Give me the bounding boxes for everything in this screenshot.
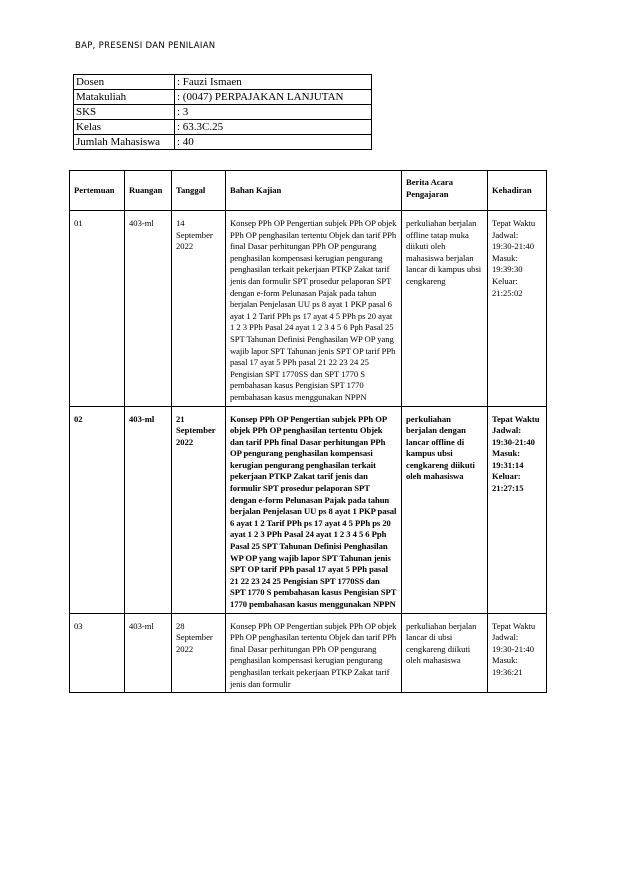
cell-ruangan: 403-ml [125, 406, 172, 613]
info-value: : 3 [175, 105, 372, 120]
table-row [70, 406, 547, 613]
cell-pertemuan: 01 [70, 211, 125, 407]
cell-pertemuan: 03 [70, 613, 125, 693]
info-value: : 40 [175, 135, 372, 150]
cell-bahan-kajian: Konsep PPh OP Pengertian subjek PPh OP objek PPh OP penghasilan tertentu Objek dan tarif PPh final Dasar perhitungan PPh OP pengurang penghasilan kompensasi kerugian pengurang penghasilan terkait pekerjaan PTKP Zakat tarif jenis dan formulir [226, 613, 402, 693]
page-title: BAP, PRESENSI DAN PENILAIAN [75, 41, 216, 51]
meeting-table [69, 170, 547, 693]
course-info-table [73, 74, 372, 150]
info-label: SKS [74, 105, 175, 120]
header-berita-acara: Berita Acara Pengajaran [402, 171, 488, 211]
cell-tanggal: 14 September 2022 [172, 211, 226, 407]
cell-kehadiran: Tepat Waktu Jadwal: 19:30-21:40 Masuk: 19:36:21 [488, 613, 547, 693]
cell-tanggal: 21 September 2022 [172, 406, 226, 613]
info-label: Kelas [74, 120, 175, 135]
cell-bahan-kajian: Konsep PPh OP Pengertian subjek PPh OP objek PPh OP penghasilan tertentu Objek dan tarif PPh final Dasar perhitungan PPh OP pengurang penghasilan kompensasi kerugian pengurang penghasilan terkait pekerjaan PTKP Zakat tarif jenis dan formulir SPT prosedur pelaporan SPT dengan e-form Pelunasan Pajak pada tahun berjalan Penjelasan UU ps 8 ayat 1 PKP pasal 6 ayat 1 2 Tarif PPh ps 17 ayat 4 5 PPh ps 20 ayat 1 2 3 PPh Pasal 24 ayat 1 2 3 4 5 6 Pph Pasal 25 SPT Tahunan Definisi Penghasilan WP OP yang wajib lapor SPT Tahunan jenis SPT OP tarif PPh pasal 17 ayat 5 PPh pasal 21 22 23 24 25 Pengisian SPT 1770SS dan SPT 1770 S pembahasan kasus Pengisian SPT 1770 pembahasan kasus menggunakan NPPN [226, 211, 402, 407]
header-bahan-kajian: Bahan Kajian [226, 171, 402, 211]
header-tanggal: Tanggal [172, 171, 226, 211]
info-row-sks [74, 105, 372, 120]
info-row-jumlah-mahasiswa [74, 135, 372, 150]
cell-tanggal: 28 September 2022 [172, 613, 226, 693]
cell-kehadiran: Tepat Waktu Jadwal: 19:30-21:40 Masuk: 19:39:30 Keluar: 21:25:02 [488, 211, 547, 407]
cell-ruangan: 403-ml [125, 613, 172, 693]
cell-kehadiran: Tepat Waktu Jadwal: 19:30-21:40 Masuk: 19:31:14 Keluar: 21:27:15 [488, 406, 547, 613]
info-value: : Fauzi Ismaen [175, 75, 372, 90]
cell-pertemuan: 02 [70, 406, 125, 613]
header-ruangan: Ruangan [125, 171, 172, 211]
table-header-row [70, 171, 547, 211]
header-kehadiran: Kehadiran [488, 171, 547, 211]
info-value: : 63.3C.25 [175, 120, 372, 135]
info-label: Matakuliah [74, 90, 175, 105]
table-row [70, 211, 547, 407]
header-pertemuan: Pertemuan [70, 171, 125, 211]
info-label: Dosen [74, 75, 175, 90]
cell-ruangan: 403-ml [125, 211, 172, 407]
cell-bahan-kajian: Konsep PPh OP Pengertian subjek PPh OP objek PPh OP penghasilan tertentu Objek dan tarif PPh final Dasar perhitungan PPh OP pengurang penghasilan kompensasi kerugian pengurang penghasilan terkait pekerjaan PTKP Zakat tarif jenis dan formulir SPT prosedur pelaporan SPT dengan e-form Pelunasan Pajak pada tahun berjalan Penjelasan UU ps 8 ayat 1 PKP pasal 6 ayat 1 2 Tarif PPh ps 17 ayat 4 5 PPh ps 20 ayat 1 2 3 PPh Pasal 24 ayat 1 2 3 4 5 6 Pph Pasal 25 SPT Tahunan Definisi Penghasilan WP OP yang wajib lapor SPT Tahunan jenis SPT OP tarif PPh pasal 17 ayat 5 PPh pasal 21 22 23 24 25 Pengisian SPT 1770SS dan SPT 1770 S pembahasan kasus Pengisian SPT 1770 pembahasan kasus menggunakan NPPN [226, 406, 402, 613]
info-row-kelas [74, 120, 372, 135]
cell-berita-acara: perkuliahan berjalan offline tatap muka diikuti oleh mahasiswa berjalan lancar di kampus ubsi cengkareng [402, 211, 488, 407]
cell-berita-acara: perkuliahan berjalan dengan lancar offline di kampus ubsi cengkareng diikuti oleh mahasiswa [402, 406, 488, 613]
table-row [70, 613, 547, 693]
info-row-matakuliah [74, 90, 372, 105]
info-row-dosen [74, 75, 372, 90]
cell-berita-acara: perkuliahan berjalan lancar di ubsi cengkareng diikuti oleh mahasiswa [402, 613, 488, 693]
info-value: : (0047) PERPAJAKAN LANJUTAN [175, 90, 372, 105]
info-label: Jumlah Mahasiswa [74, 135, 175, 150]
